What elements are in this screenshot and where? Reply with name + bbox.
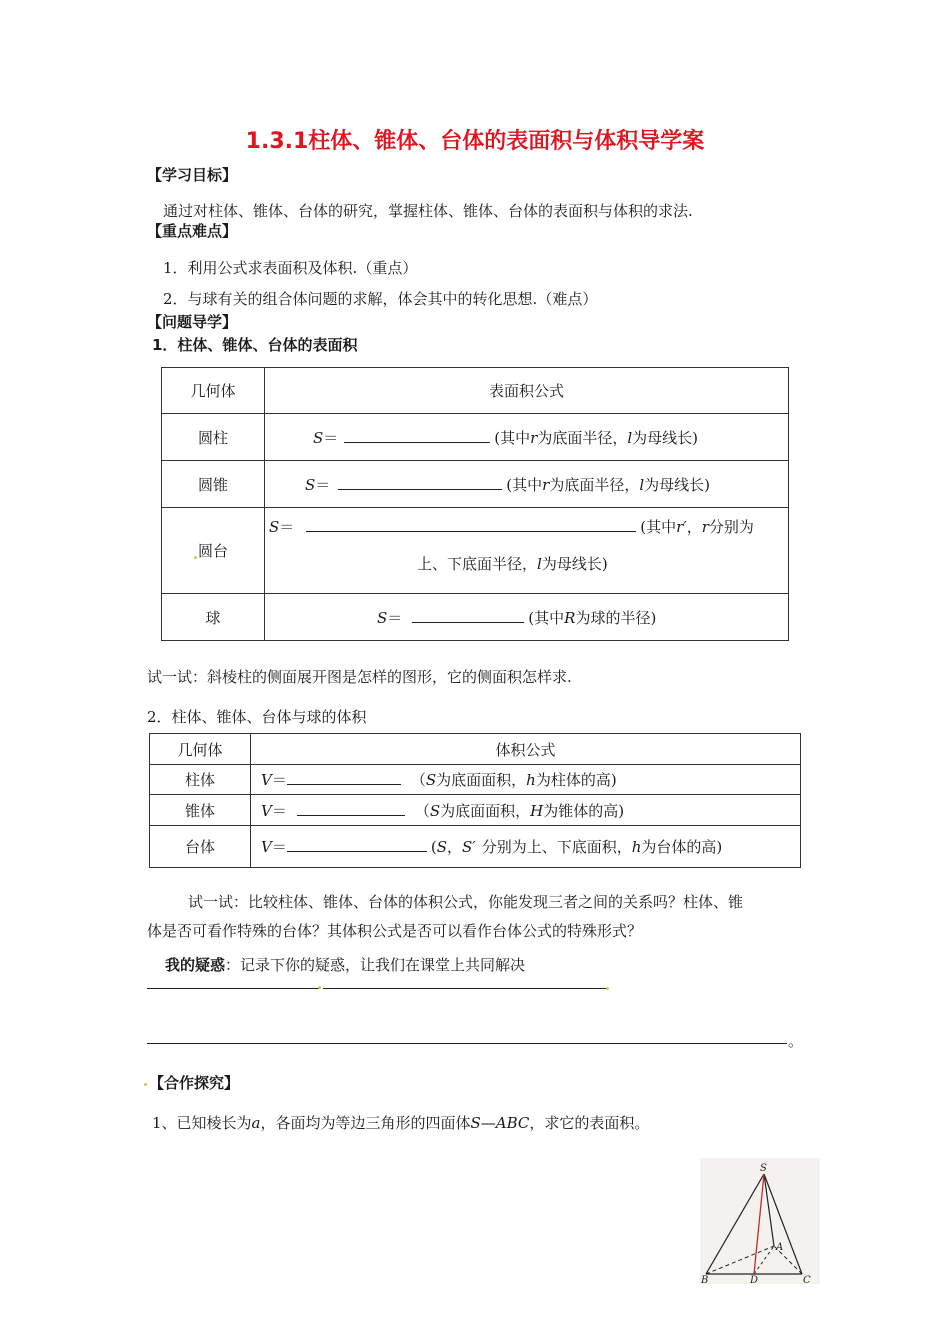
vertex-label-S: S xyxy=(760,1163,767,1174)
equals-sign: ＝ xyxy=(279,518,295,536)
table2-row-pyramid-formula xyxy=(251,795,801,826)
var-r: r xyxy=(542,475,550,494)
answer-blank[interactable] xyxy=(412,608,524,623)
figure-background xyxy=(700,1158,820,1284)
table1-row-cylinder-formula xyxy=(265,414,789,461)
try-it-2-line-1: 试一试：比较柱体、锥体、台体的体积公式，你能发现三者之间的关系吗？柱体、锥 xyxy=(188,893,744,911)
note-text: ( xyxy=(430,838,437,856)
doubt-answer-line-3[interactable] xyxy=(147,1043,787,1044)
note-text: 为底面面积， xyxy=(436,771,527,789)
doubt-prompt xyxy=(165,954,525,975)
answer-blank[interactable] xyxy=(306,517,636,532)
s-symbol: S xyxy=(305,475,316,494)
point-label-D: D xyxy=(750,1275,759,1284)
note-text: 上、下底面半径， xyxy=(417,555,538,573)
section-heading-goal: 【学习目标】 xyxy=(147,166,238,184)
table1-header-formula: 表面积公式 xyxy=(265,368,789,414)
speck-mark xyxy=(606,987,609,990)
table2-header-formula: 体积公式 xyxy=(251,734,801,765)
note-text: 为底面半径， xyxy=(549,475,640,494)
answer-blank[interactable] xyxy=(338,475,502,490)
note-text: (其中 xyxy=(640,518,677,536)
answer-blank[interactable] xyxy=(344,428,490,443)
s-symbol: S xyxy=(269,518,280,536)
key-point-1: 1．利用公式求表面积及体积.（重点） xyxy=(163,259,418,277)
var-H: H xyxy=(530,801,544,820)
answer-blank[interactable] xyxy=(287,770,401,785)
question-text: 1、已知棱长为 xyxy=(152,1114,252,1132)
v-symbol: V xyxy=(261,771,272,789)
var-r-prime: r′ xyxy=(676,518,687,536)
var-S: S xyxy=(436,838,447,856)
speck-mark xyxy=(144,1083,147,1086)
equals-sign: ＝ xyxy=(271,838,287,856)
table2-row-prism-formula xyxy=(251,765,801,795)
goal-text: 通过对柱体、锥体、台体的研究，掌握柱体、锥体、台体的表面积与体积的求法. xyxy=(163,202,693,220)
s-symbol: S xyxy=(313,428,324,447)
note-text: 为锥体的高) xyxy=(543,801,625,820)
note-text: ， xyxy=(686,518,702,536)
equals-sign: ＝ xyxy=(271,771,287,789)
tetrahedron-figure xyxy=(700,1158,820,1284)
var-l: l xyxy=(627,428,633,447)
try-it-2-line-2: 体是否可看作特殊的台体？其体积公式是否可以看作台体公式的特殊形式？ xyxy=(147,922,643,940)
table1-row-sphere-name: 球 xyxy=(162,594,265,641)
var-h: h xyxy=(526,771,536,789)
v-symbol: V xyxy=(261,801,272,820)
note-text: 为底面面积， xyxy=(440,801,531,820)
table2-row-frustum-formula xyxy=(251,826,801,868)
table2-row-prism-name: 柱体 xyxy=(150,765,251,795)
equals-sign: ＝ xyxy=(271,801,287,820)
note-text: ， xyxy=(447,838,463,856)
note-text: 为母线长) xyxy=(541,555,608,573)
speck-mark xyxy=(318,986,321,989)
question-text: ，求它的表面积。 xyxy=(529,1114,650,1132)
note-text: （ xyxy=(414,801,430,820)
equals-sign: ＝ xyxy=(387,608,403,627)
speck-mark xyxy=(194,556,197,559)
question-text: ，各面均为等边三角形的四面体 xyxy=(260,1114,471,1132)
note-text: (其中 xyxy=(506,475,543,494)
table2-header-shape: 几何体 xyxy=(150,734,251,765)
doubt-answer-line-2[interactable] xyxy=(323,988,606,989)
var-l: l xyxy=(639,475,645,494)
equals-sign: ＝ xyxy=(323,428,339,447)
var-l: l xyxy=(537,555,542,573)
try-it-1: 试一试：斜棱柱的侧面展开图是怎样的图形，它的侧面积怎样求. xyxy=(147,668,572,686)
table1-row-sphere-formula xyxy=(265,594,789,641)
answer-blank[interactable] xyxy=(297,801,405,816)
tetrahedron-name: S—ABC xyxy=(470,1114,530,1132)
page-title: 1.3.1柱体、锥体、台体的表面积与体积导学案 xyxy=(245,129,705,154)
doubt-answer-line-1[interactable] xyxy=(147,988,319,989)
section-heading-guide: 【问题导学】 xyxy=(147,313,238,331)
doubt-text: ：记录下你的疑惑，让我们在课堂上共同解决 xyxy=(225,956,526,974)
table1-header-shape: 几何体 xyxy=(162,368,265,414)
vertex-label-C: C xyxy=(803,1275,811,1284)
table2-row-frustum-name: 台体 xyxy=(150,826,251,868)
vertex-label-A: A xyxy=(776,1242,784,1253)
note-text: 为母线长) xyxy=(644,475,711,494)
vertex-label-B: B xyxy=(701,1275,709,1284)
var-S-prime: S′ xyxy=(462,838,476,856)
table1-row-cone-formula xyxy=(265,461,789,508)
surface-area-table xyxy=(161,367,789,641)
table1-row-frustum-formula xyxy=(265,508,789,594)
answer-blank[interactable] xyxy=(287,837,427,852)
var-R: R xyxy=(564,608,576,627)
var-h: h xyxy=(631,838,642,856)
note-text: 分别为 xyxy=(708,518,754,536)
section-heading-key: 【重点难点】 xyxy=(147,222,238,240)
note-text: 为柱体的高) xyxy=(535,771,617,789)
var-S: S xyxy=(425,771,437,789)
note-text: 为台体的高) xyxy=(641,838,723,856)
var-r: r xyxy=(701,518,709,536)
var-a: a xyxy=(251,1114,261,1132)
table2-row-pyramid-name: 锥体 xyxy=(150,795,251,826)
table1-row-cone-name: 圆锥 xyxy=(162,461,265,508)
note-text: 为球的半径) xyxy=(575,608,657,627)
note-text: 分别为上、下底面积， xyxy=(481,838,632,856)
end-mark: 。 xyxy=(788,1032,804,1050)
note-text: (其中 xyxy=(494,428,531,447)
var-S: S xyxy=(429,801,441,820)
note-text: (其中 xyxy=(528,608,565,627)
equals-sign: ＝ xyxy=(315,475,331,494)
var-r: r xyxy=(530,428,538,447)
table1-row-frustum-name xyxy=(162,508,265,594)
v-symbol: V xyxy=(261,838,272,856)
question-2-heading: 2．柱体、锥体、台体与球的体积 xyxy=(147,708,367,726)
volume-table xyxy=(149,733,801,868)
question-1-heading: 1．柱体、锥体、台体的表面积 xyxy=(152,336,358,354)
table1-row-cylinder-name: 圆柱 xyxy=(162,414,265,461)
note-text: 为母线长) xyxy=(632,428,699,447)
section-heading-cooperate: 【合作探究】 xyxy=(149,1074,240,1092)
key-point-2: 2．与球有关的组合体问题的求解，体会其中的转化思想.（难点） xyxy=(163,290,598,308)
frustum-label: 圆台 xyxy=(197,542,228,560)
note-text: （ xyxy=(410,771,426,789)
doubt-label: 我的疑惑 xyxy=(165,956,226,974)
cooperate-question-1 xyxy=(152,1112,649,1133)
note-text: 为底面半径， xyxy=(537,428,628,447)
s-symbol: S xyxy=(377,608,388,627)
